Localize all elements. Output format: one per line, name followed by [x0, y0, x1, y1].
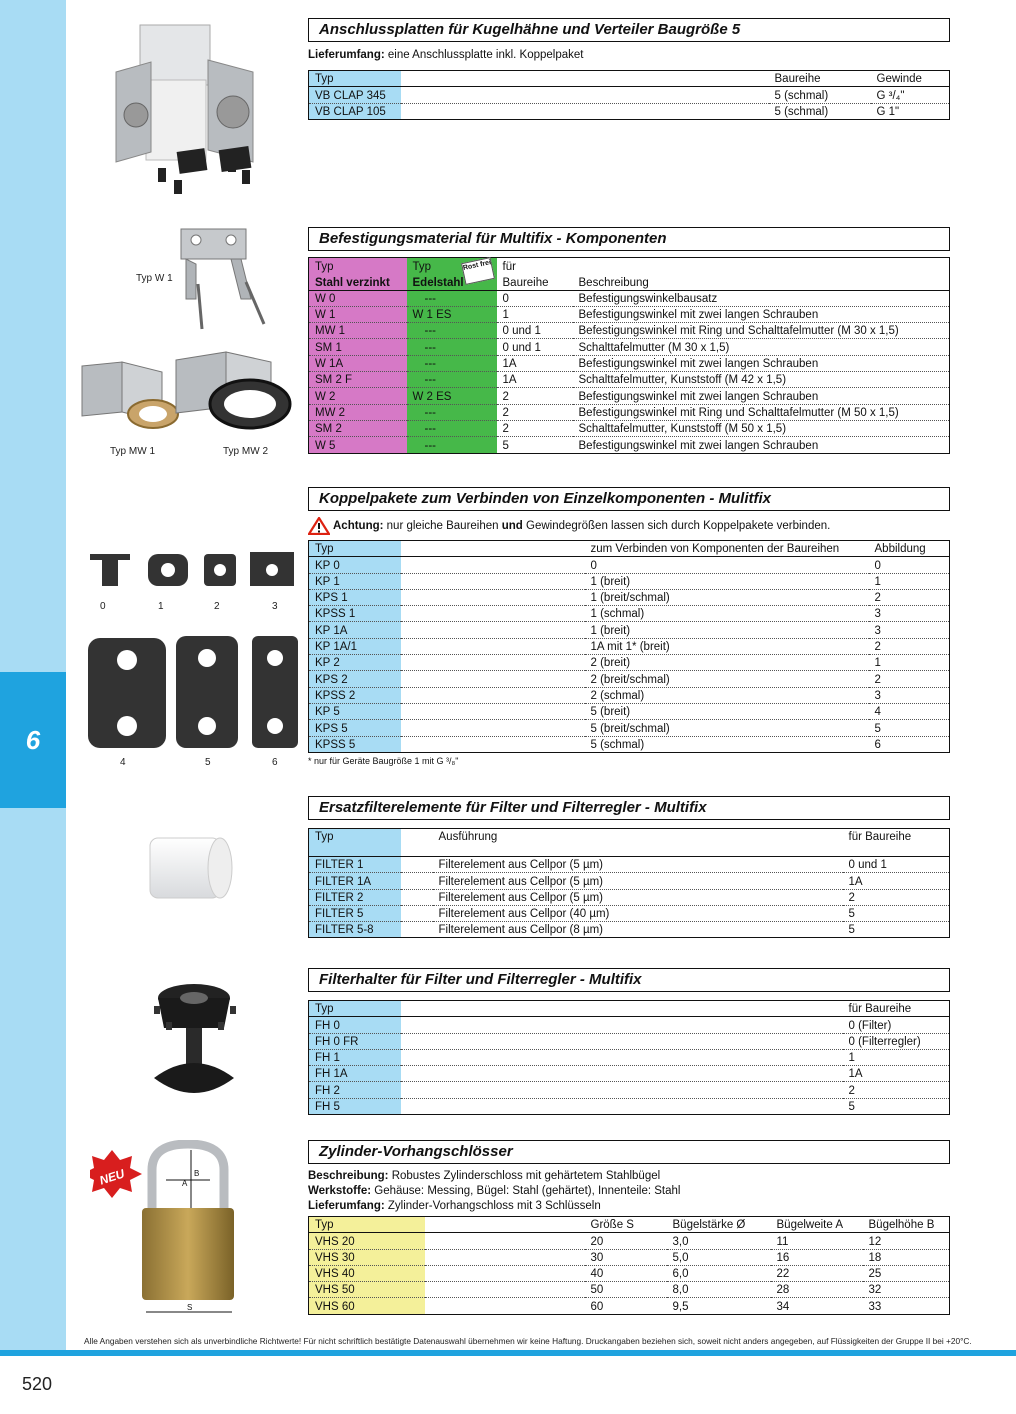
table-cell — [401, 905, 433, 921]
table-row[interactable] — [309, 1066, 950, 1082]
table-row[interactable] — [309, 1233, 950, 1249]
table-cell: 3 — [869, 606, 950, 622]
table-cell: KPSS 2 — [309, 687, 401, 703]
table-cell: FILTER 1A — [309, 873, 401, 889]
table-cell: Typ — [407, 258, 497, 274]
table-cell: Befestigungswinkel mit zwei langen Schrauben — [573, 355, 950, 371]
table-row[interactable] — [309, 922, 950, 938]
table-cell — [401, 1098, 843, 1114]
table-cell: W 5 — [309, 437, 407, 453]
table-cell: Befestigungswinkel mit Ring und Schalttafelmutter (M 30 x 1,5) — [573, 323, 950, 339]
table-cell: 0 und 1 — [843, 857, 950, 873]
table-row[interactable] — [309, 388, 950, 404]
table-cell: 2 — [869, 589, 950, 605]
table-cell — [401, 541, 585, 557]
table-cell: 2 — [497, 388, 573, 404]
table-cell: 16 — [771, 1249, 863, 1265]
table-cell: --- — [407, 339, 497, 355]
warning-icon — [308, 517, 330, 535]
table-cell: 0 (Filterregler) — [843, 1033, 950, 1049]
caption-fig-1: 1 — [158, 601, 164, 612]
table-cell: Schalttafelmutter, Kunststoff (M 50 x 1,5) — [573, 420, 950, 436]
table-cell: 40 — [585, 1265, 667, 1281]
table-cell: --- — [407, 323, 497, 339]
table-cell: für — [502, 260, 516, 273]
delivery-scope — [308, 48, 950, 63]
table-cell: 1 (breit/schmal) — [585, 589, 869, 605]
table-cell: FH 0 FR — [309, 1033, 401, 1049]
filter-holders-table — [308, 1000, 950, 1115]
table-cell: 2 — [869, 638, 950, 654]
dimension-b-label: B — [194, 1169, 200, 1178]
table-row[interactable] — [309, 1282, 950, 1298]
filter-elements-table — [308, 828, 950, 938]
table-cell: --- — [407, 355, 497, 371]
table-cell: zum Verbinden von Komponenten der Baureihen — [585, 541, 869, 557]
table-cell: 5 (breit) — [585, 703, 869, 719]
table-cell: 4 — [869, 703, 950, 719]
stainless-badge: Rost frei — [461, 257, 495, 285]
materials — [308, 1184, 950, 1199]
padlock-image — [90, 1140, 250, 1325]
table-row[interactable] — [309, 290, 950, 306]
new-badge-label: NEU — [97, 1166, 127, 1188]
table-row[interactable] — [309, 889, 950, 905]
table-cell: 33 — [868, 1300, 882, 1313]
table-cell — [425, 1217, 585, 1233]
table-cell — [401, 1017, 843, 1033]
table-row[interactable] — [309, 1033, 950, 1049]
text-fragment: eine Anschlussplatte inkl. Koppelpaket — [384, 49, 584, 61]
table-cell: KP 5 — [309, 703, 401, 719]
table-cell: SM 2 — [309, 420, 407, 436]
table-cell: MW 1 — [309, 323, 407, 339]
table-cell: VHS 50 — [309, 1282, 425, 1298]
table-cell: 3,0 — [667, 1233, 771, 1249]
table-cell: 2 — [843, 1082, 950, 1098]
table-cell: KPS 1 — [309, 589, 401, 605]
table-cell: 1A mit 1* (breit) — [585, 638, 869, 654]
table-cell — [401, 589, 585, 605]
table-cell: 5 (schmal) — [769, 87, 871, 103]
table-cell: 5,0 — [667, 1249, 771, 1265]
table-row[interactable] — [309, 1265, 950, 1281]
table-cell: 5 (schmal) — [774, 105, 829, 118]
table-cell — [401, 889, 433, 905]
table-cell: W 0 — [309, 290, 407, 306]
table-row[interactable] — [309, 573, 950, 589]
page-number: 520 — [22, 1374, 53, 1394]
table-cell: Befestigungswinkelbausatz — [573, 290, 950, 306]
table-cell: 0 — [497, 290, 573, 306]
text-fragment: Lieferumfang: — [308, 49, 385, 61]
text-fragment: Gewindegrößen lassen sich durch Koppelpakete verbinden. — [522, 520, 831, 533]
section-coupling-kits — [308, 487, 950, 766]
table-cell: 1A — [497, 355, 573, 371]
table-cell: 2 — [843, 889, 950, 905]
section-mounting-material — [308, 227, 950, 454]
table-cell: 5 — [848, 1101, 855, 1114]
footer-disclaimer: Alle Angaben verstehen sich als unverbindliche Richtwerte! Für nicht schriftlich bestätigte Datenauswahl übernehmen wir keine Haftung. Druckangaben beziehen sich, soweit nicht anders angegeben, auf Flüssigkeiten der Gruppe II bei +20°C. — [84, 1336, 972, 1346]
section-filter-elements — [308, 796, 950, 938]
table-cell — [401, 622, 585, 638]
description — [308, 1169, 950, 1184]
table-row[interactable] — [309, 873, 950, 889]
table-row[interactable] — [309, 1017, 950, 1033]
filter-holder-image — [146, 978, 246, 1103]
table-cell: SM 2 F — [309, 372, 407, 388]
table-cell: 30 — [585, 1249, 667, 1265]
table-cell — [425, 1233, 585, 1249]
table-cell: 1 — [869, 655, 950, 671]
table-cell: 22 — [771, 1265, 863, 1281]
table-row[interactable] — [309, 420, 950, 436]
table-cell: FH 2 — [309, 1082, 401, 1098]
text-fragment: nur gleiche Baureihen — [383, 520, 502, 533]
footnote: * nur für Geräte Baugröße 1 mit G ³/₈" — [308, 755, 459, 766]
table-cell: 9,5 — [672, 1300, 689, 1313]
table-row[interactable] — [309, 655, 950, 671]
table-row[interactable] — [309, 437, 950, 453]
table-cell: 1 — [497, 306, 573, 322]
table-cell: 34 — [776, 1300, 790, 1313]
table-cell — [401, 655, 585, 671]
table-cell — [401, 671, 585, 687]
table-row[interactable] — [309, 1098, 950, 1114]
text-fragment: Gehäuse: Messing, Bügel: Stahl (gehärtet), Innenteile: Stahl — [371, 1185, 681, 1197]
table-cell: W 1A — [309, 355, 407, 371]
footer-bar — [0, 1350, 1016, 1356]
table-cell — [401, 873, 433, 889]
table-cell: Ausführung — [433, 829, 843, 857]
section-title: Filterhalter für Filter und Filterregler - Multifix — [308, 968, 950, 992]
table-cell: 1 (schmal) — [585, 606, 869, 622]
table-cell: 5 — [869, 720, 950, 736]
table-cell: 6,0 — [667, 1265, 771, 1281]
section-title: Befestigungsmaterial für Multifix - Komponenten — [308, 227, 950, 251]
table-cell: Bügelhöhe B — [863, 1217, 950, 1233]
caption-fig-0: 0 — [100, 601, 106, 612]
section-title: Ersatzfilterelemente für Filter und Filterregler - Multifix — [308, 796, 950, 820]
table-row[interactable] — [309, 638, 950, 654]
table-cell: 0 (Filter) — [843, 1017, 950, 1033]
table-cell: KP 2 — [309, 655, 401, 671]
table-row[interactable] — [309, 720, 950, 736]
table-cell: 1 (breit) — [585, 573, 869, 589]
table-cell: 1A — [843, 873, 950, 889]
table-cell: Filterelement aus Cellpor (5 µm) — [433, 889, 843, 905]
table-cell — [401, 606, 585, 622]
table-cell: FH 1 — [309, 1049, 401, 1065]
table-cell — [401, 1082, 843, 1098]
table-cell: 8,0 — [667, 1282, 771, 1298]
table-cell: KPSS 1 — [309, 606, 401, 622]
table-cell: 2 (breit) — [585, 655, 869, 671]
table-row[interactable] — [309, 606, 950, 622]
table-row[interactable] — [309, 736, 950, 752]
table-row[interactable] — [309, 1298, 950, 1314]
table-cell: KPSS 5 — [309, 736, 401, 752]
table-cell — [401, 573, 585, 589]
table-row[interactable] — [309, 687, 950, 703]
table-row[interactable] — [309, 306, 950, 322]
table-row[interactable] — [309, 103, 950, 119]
filter-element-image — [146, 832, 236, 909]
table-cell: VHS 40 — [309, 1265, 425, 1281]
table-cell — [401, 857, 433, 873]
table-cell: VHS 30 — [309, 1249, 425, 1265]
table-cell: KP 1 — [309, 573, 401, 589]
table-row[interactable] — [309, 622, 950, 638]
chapter-sidebar — [0, 0, 66, 1350]
table-cell: W 2 ES — [407, 388, 497, 404]
table-cell: Stahl verzinkt — [309, 274, 407, 290]
table-row[interactable] — [309, 355, 950, 371]
section-title: Zylinder-Vorhangschlösser — [308, 1140, 950, 1164]
coupling-kits-image — [84, 548, 304, 753]
table-cell: FH 0 — [309, 1017, 401, 1033]
table-cell: --- — [407, 420, 497, 436]
table-cell: 1 — [869, 573, 950, 589]
table-row[interactable] — [309, 1249, 950, 1265]
table-cell: 0 — [869, 557, 950, 573]
warning-note — [308, 517, 950, 535]
table-cell: 1A — [843, 1066, 950, 1082]
table-cell: W 1 — [309, 306, 407, 322]
table-cell: W 2 — [309, 388, 407, 404]
table-cell: KP 1A/1 — [309, 638, 401, 654]
chapter-tab[interactable]: 6 — [0, 672, 66, 808]
caption-fig-3: 3 — [272, 601, 278, 612]
table-cell: Befestigungswinkel mit Ring und Schalttafelmutter (M 50 x 1,5) — [573, 404, 950, 420]
table-cell: Typ — [309, 1001, 401, 1017]
table-row[interactable] — [309, 589, 950, 605]
table-cell — [401, 922, 433, 938]
table-cell: 1 (breit) — [585, 622, 869, 638]
table-cell: G 1" — [876, 105, 900, 118]
caption-fig-2: 2 — [214, 601, 220, 612]
dimension-s-label: S — [187, 1303, 193, 1312]
table-cell — [401, 87, 769, 103]
table-cell: 3 — [869, 622, 950, 638]
table-cell: 1 — [843, 1049, 950, 1065]
table-cell: Filterelement aus Cellpor (40 µm) — [433, 905, 843, 921]
table-row[interactable] — [309, 87, 950, 103]
table-cell — [401, 720, 585, 736]
caption-fig-6: 6 — [272, 757, 278, 768]
caption-typ-mw1: Typ MW 1 — [110, 446, 156, 457]
caption-typ-w1: Typ W 1 — [136, 273, 173, 284]
table-cell: SM 1 — [309, 339, 407, 355]
table-row[interactable] — [309, 1049, 950, 1065]
table-cell: 2 — [497, 420, 573, 436]
table-cell: Bügelweite A — [771, 1217, 863, 1233]
table-cell — [401, 71, 769, 87]
table-cell: 0 und 1 — [497, 323, 573, 339]
table-cell: Filterelement aus Cellpor (5 µm) — [433, 873, 843, 889]
section-filter-holders — [308, 968, 950, 1115]
table-cell: FH 1A — [309, 1066, 401, 1082]
table-cell: G ³/₄" — [871, 87, 950, 103]
table-cell — [425, 1265, 585, 1281]
table-row[interactable] — [309, 372, 950, 388]
table-cell: --- — [407, 290, 497, 306]
table-cell: 3 — [869, 687, 950, 703]
table-row[interactable] — [309, 671, 950, 687]
table-cell: 5 (breit/schmal) — [585, 720, 869, 736]
table-cell: 2 — [869, 671, 950, 687]
connection-plate-image — [108, 20, 273, 210]
table-cell: Beschreibung — [573, 274, 950, 290]
table-cell — [401, 1001, 843, 1017]
delivery-scope — [308, 1199, 950, 1214]
table-cell: VHS 20 — [309, 1233, 425, 1249]
table-cell: 0 — [585, 557, 869, 573]
table-cell: Befestigungswinkel mit zwei langen Schrauben — [573, 306, 950, 322]
table-cell: 25 — [863, 1265, 950, 1281]
section-connection-plates — [308, 18, 950, 120]
table-cell: 32 — [863, 1282, 950, 1298]
table-row[interactable] — [309, 404, 950, 420]
table-cell: Befestigungswinkel mit zwei langen Schrauben — [573, 388, 950, 404]
table-row[interactable] — [309, 703, 950, 719]
table-cell: 5 — [848, 924, 855, 937]
mounting-material-table — [308, 257, 950, 454]
table-cell: Baureihe — [497, 274, 573, 290]
table-cell: Befestigungswinkel mit zwei langen Schrauben — [578, 439, 819, 452]
table-cell: 50 — [585, 1282, 667, 1298]
text-fragment: Werkstoffe: — [308, 1185, 372, 1197]
table-cell — [401, 1033, 843, 1049]
text-fragment: Beschreibung: — [308, 1170, 389, 1182]
text-fragment: Zylinder-Vorhangschloss mit 3 Schlüsseln — [384, 1200, 601, 1212]
table-cell — [401, 103, 769, 119]
table-row[interactable] — [309, 857, 950, 873]
caption-fig-4: 4 — [120, 757, 126, 768]
table-cell — [425, 1249, 585, 1265]
table-cell: Filterelement aus Cellpor (5 µm) — [433, 857, 843, 873]
table-cell — [425, 1298, 585, 1314]
table-cell: --- — [407, 372, 497, 388]
table-cell: Typ — [309, 258, 407, 274]
section-title: Koppelpakete zum Verbinden von Einzelkomponenten - Mulitfix — [308, 487, 950, 511]
table-cell: für Baureihe — [843, 1001, 950, 1017]
col-header-thread: Gewinde — [871, 71, 950, 87]
table-cell: FILTER 5-8 — [309, 922, 401, 938]
text-fragment: Lieferumfang: — [308, 1200, 385, 1212]
text-fragment: Edelstahl — [412, 276, 464, 289]
table-row[interactable] — [309, 1082, 950, 1098]
table-cell: --- — [407, 437, 497, 453]
section-padlocks — [308, 1140, 950, 1315]
table-cell — [573, 258, 950, 274]
table-cell — [401, 687, 585, 703]
table-row[interactable] — [309, 557, 950, 573]
caption-typ-mw2: Typ MW 2 — [223, 446, 269, 457]
section-title: Anschlussplatten für Kugelhähne und Verteiler Baugröße 5 — [308, 18, 950, 42]
table-cell — [401, 638, 585, 654]
table-cell: für Baureihe — [843, 829, 950, 857]
table-cell: KP 0 — [309, 557, 401, 573]
table-cell: 18 — [863, 1249, 950, 1265]
table-cell — [401, 736, 585, 752]
table-cell: KP 1A — [309, 622, 401, 638]
table-cell: 12 — [863, 1233, 950, 1249]
table-cell — [401, 1066, 843, 1082]
table-cell: 20 — [585, 1233, 667, 1249]
mounting-bracket-mw-image — [78, 342, 298, 447]
table-cell: --- — [407, 404, 497, 420]
table-cell — [401, 703, 585, 719]
table-cell: FH 5 — [309, 1098, 401, 1114]
col-header-series: Baureihe — [769, 71, 871, 87]
table-cell: Bügelstärke Ø — [667, 1217, 771, 1233]
table-cell: 1A — [497, 372, 573, 388]
text-fragment: und — [501, 520, 523, 533]
connection-plates-table — [308, 70, 950, 120]
table-row[interactable] — [309, 339, 950, 355]
table-cell: Abbildung — [869, 541, 950, 557]
table-cell — [401, 829, 433, 857]
table-cell: W 1 ES — [407, 306, 497, 322]
table-cell: FILTER 5 — [309, 905, 401, 921]
mounting-bracket-w1-image — [176, 224, 276, 339]
table-cell — [401, 557, 585, 573]
table-cell — [401, 1049, 843, 1065]
table-row[interactable] — [309, 905, 950, 921]
col-header-type: Typ — [309, 71, 401, 87]
text-fragment: Achtung: — [333, 520, 384, 533]
table-cell: 5 (schmal) — [590, 738, 645, 751]
table-cell: 2 — [497, 404, 573, 420]
table-cell — [425, 1282, 585, 1298]
table-cell: MW 2 — [309, 404, 407, 420]
table-cell: Typ — [309, 1217, 425, 1233]
text-fragment: Robustes Zylinderschloss mit gehärtetem Stahlbügel — [388, 1170, 661, 1182]
table-cell: 2 (breit/schmal) — [585, 671, 869, 687]
table-cell: 0 und 1 — [497, 339, 573, 355]
table-cell: 5 — [843, 905, 950, 921]
table-cell: VB CLAP 105 — [309, 103, 401, 119]
table-cell: Filterelement aus Cellpor (8 µm) — [438, 924, 603, 937]
table-cell: Größe S — [585, 1217, 667, 1233]
table-cell: FILTER 1 — [309, 857, 401, 873]
table-cell: 5 — [502, 439, 509, 452]
new-badge — [90, 1150, 142, 1198]
padlocks-table — [308, 1216, 950, 1315]
table-cell: 28 — [771, 1282, 863, 1298]
table-cell: VB CLAP 345 — [309, 87, 401, 103]
dimension-a-label: A — [182, 1179, 188, 1188]
table-cell: KPS 5 — [309, 720, 401, 736]
table-cell: FILTER 2 — [309, 889, 401, 905]
table-cell: KPS 2 — [309, 671, 401, 687]
table-cell: 6 — [874, 738, 881, 751]
table-cell: Typ — [309, 829, 401, 857]
coupling-kits-table — [308, 540, 950, 753]
table-cell: 60 — [590, 1300, 604, 1313]
table-cell: Schalttafelmutter, Kunststoff (M 42 x 1,5) — [573, 372, 950, 388]
table-cell: Schalttafelmutter (M 30 x 1,5) — [573, 339, 950, 355]
table-cell: VHS 60 — [309, 1298, 425, 1314]
table-row[interactable] — [309, 323, 950, 339]
table-cell: 11 — [771, 1233, 863, 1249]
table-cell: Typ — [309, 541, 401, 557]
table-cell: 2 (schmal) — [585, 687, 869, 703]
caption-fig-5: 5 — [205, 757, 211, 768]
